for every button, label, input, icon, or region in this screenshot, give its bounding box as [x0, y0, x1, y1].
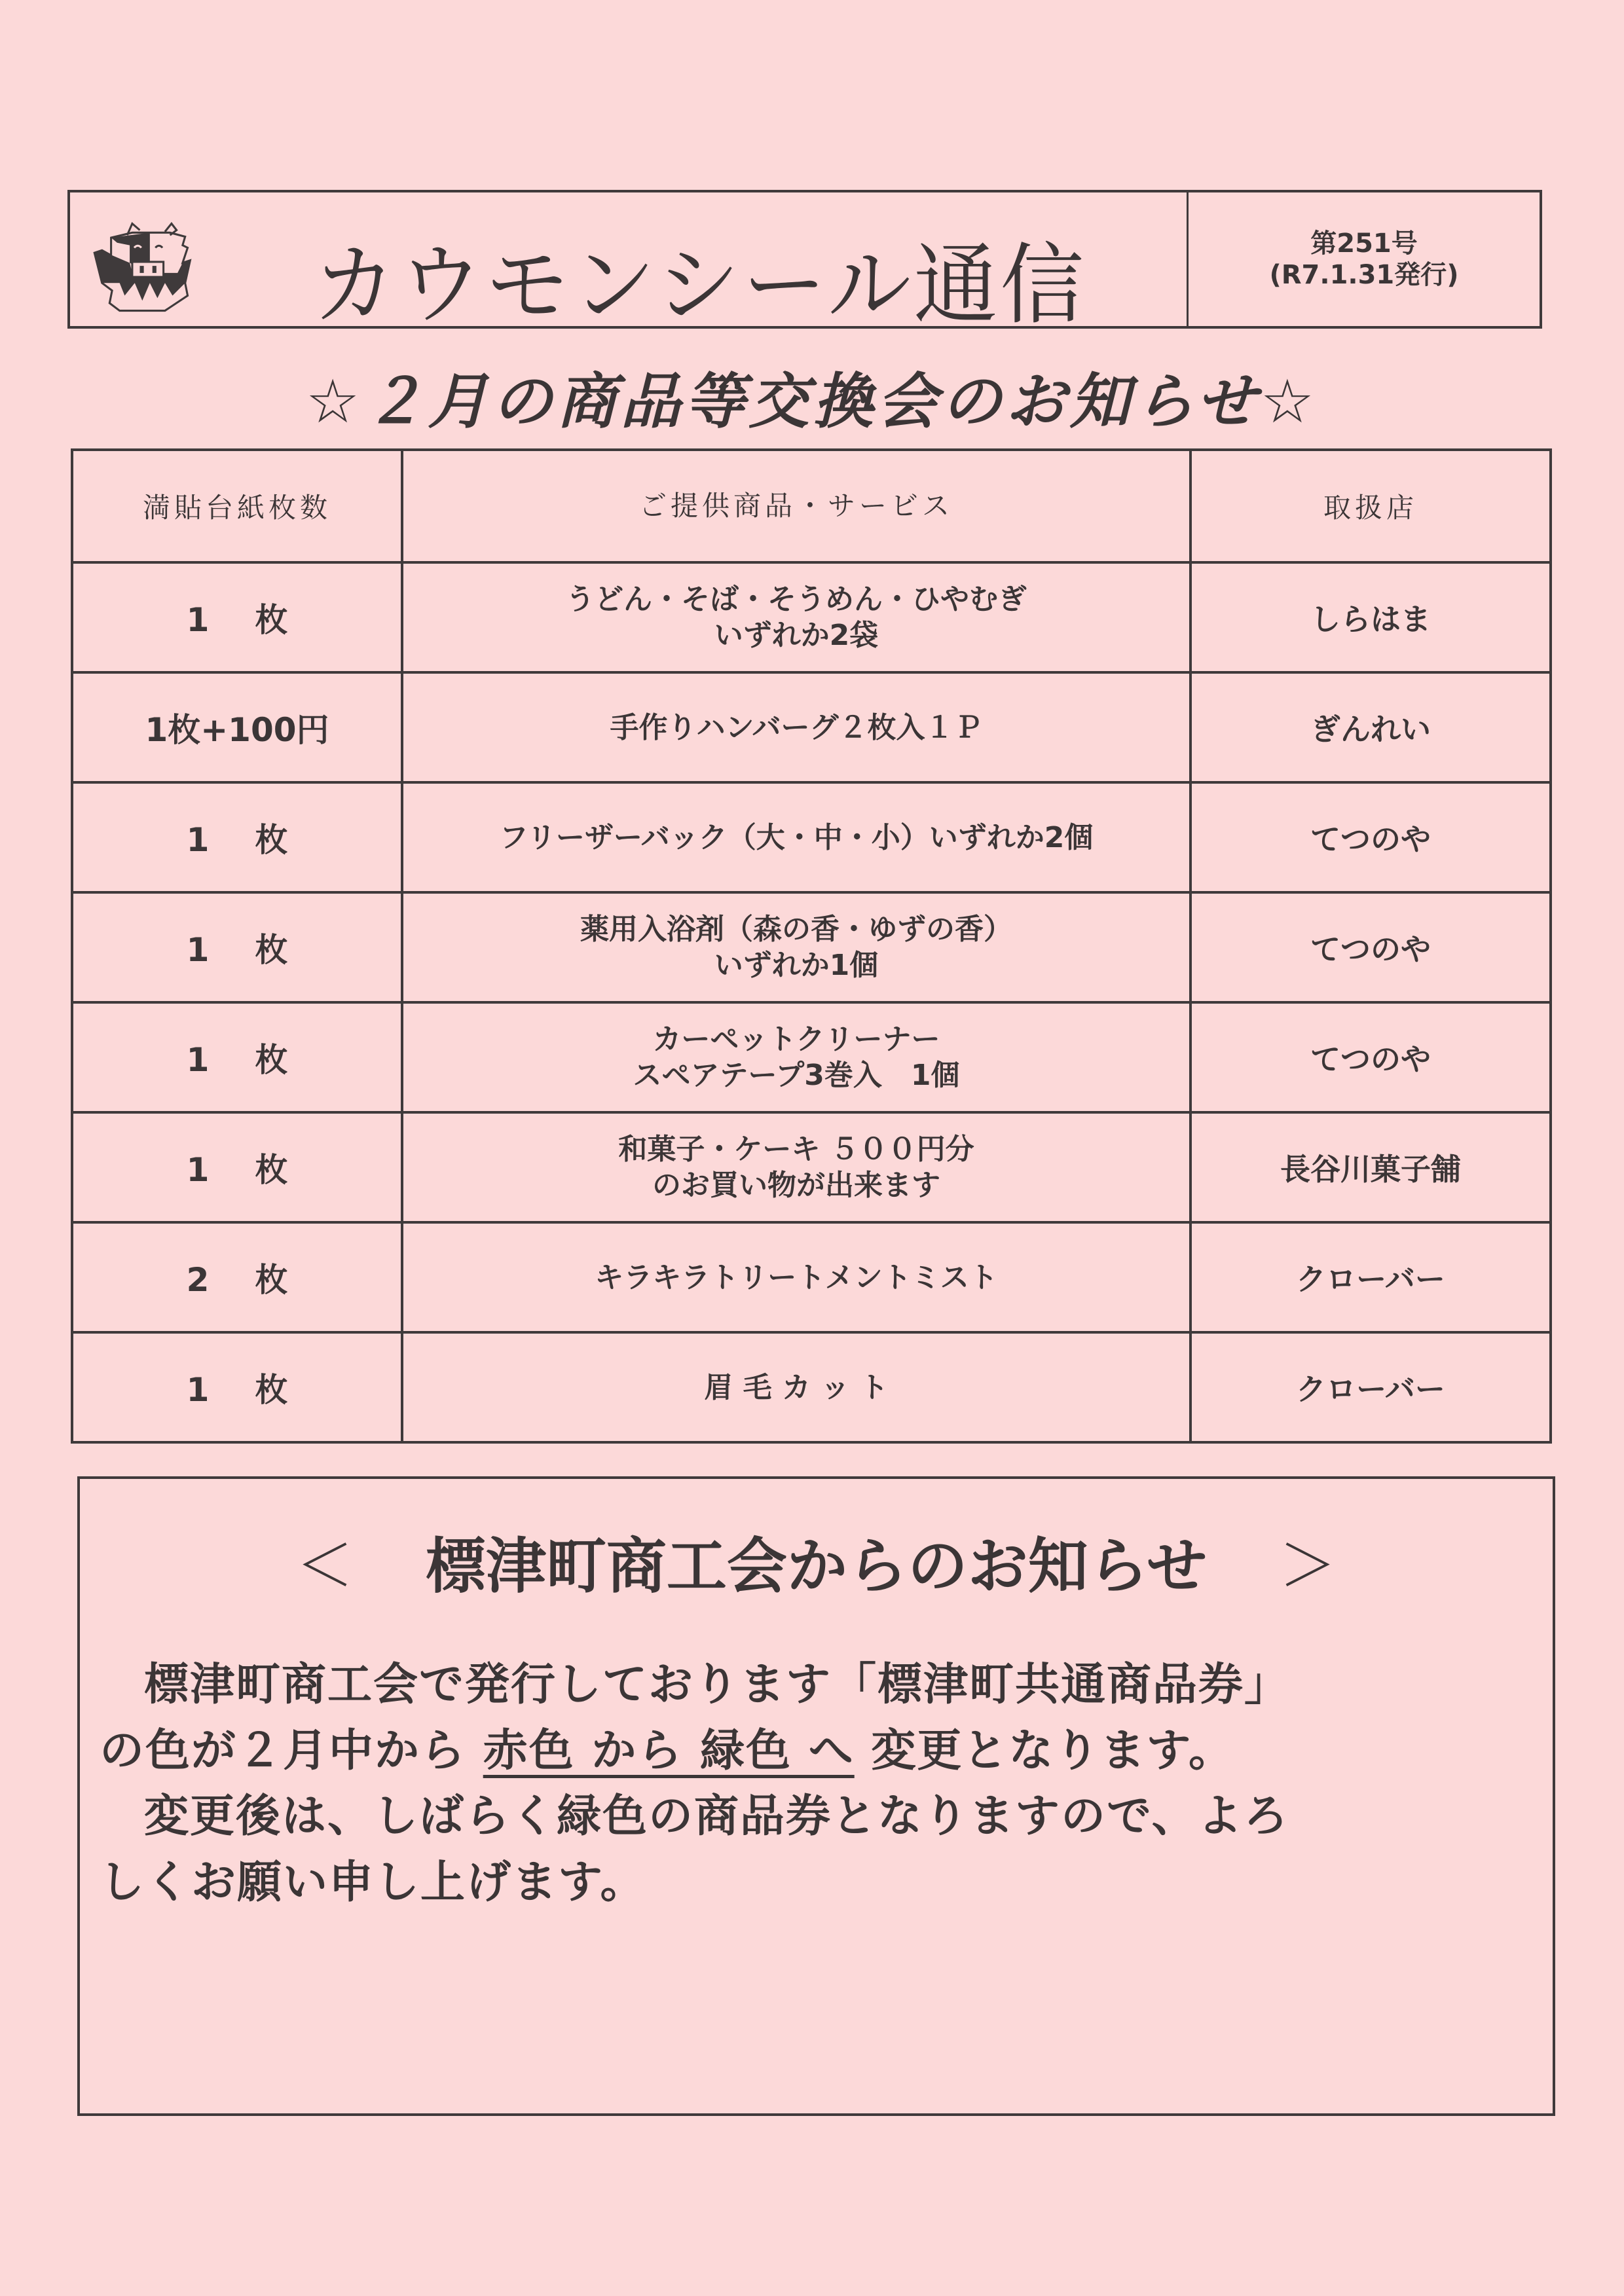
newsletter-header [67, 190, 1542, 337]
column-header-shop: 取扱店 [1190, 450, 1551, 562]
shop-cell: てつのや [1190, 1002, 1551, 1112]
notice-line: しくお願い申し上げます。 [100, 1856, 646, 1908]
sheets-cell: 1枚+100円 [72, 672, 402, 782]
color-change-emphasis: 赤色 から 緑色 へ [483, 1724, 855, 1777]
item-cell: キラキラトリートメントミスト [402, 1222, 1190, 1332]
issue-date: (R7.1.31発行) [1269, 260, 1459, 290]
shop-cell: てつのや [1190, 782, 1551, 892]
shop-cell: 長谷川菓子舗 [1190, 1112, 1551, 1222]
column-header-items: ご提供商品・サービス [402, 450, 1190, 562]
table-header-row [72, 450, 1551, 562]
table-row [72, 1332, 1551, 1442]
sheets-cell: 1 枚 [72, 1112, 402, 1222]
issue-number: 第251号 [1310, 228, 1418, 259]
issue-info [1189, 192, 1540, 326]
sheets-cell: 2 枚 [72, 1222, 402, 1332]
exchange-section-title: ☆２月の商品等交換会のお知らせ☆ [305, 367, 1319, 437]
shop-cell: ぎんれい [1190, 672, 1551, 782]
table-row [72, 1112, 1551, 1222]
shop-cell: しらはま [1190, 562, 1551, 672]
table-row [72, 1002, 1551, 1112]
notice-line: 変更後は、しばらく緑色の商品券となりますので、よろ [144, 1791, 1289, 1843]
item-cell: うどん・そば・そうめん・ひやむぎ いずれか2袋 [402, 562, 1190, 672]
item-cell: 薬用入浴剤（森の香・ゆずの香） いずれか1個 [402, 892, 1190, 1002]
item-cell: 眉 毛 カ ッ ト [402, 1332, 1190, 1442]
chamber-notice-box [77, 1476, 1555, 2116]
shop-cell: てつのや [1190, 892, 1551, 1002]
table-row [72, 1222, 1551, 1332]
item-cell: フリーザーバック（大・中・小）いずれか2個 [402, 782, 1190, 892]
table-row [72, 892, 1551, 1002]
sheets-cell: 1 枚 [72, 782, 402, 892]
cow-logo-icon [82, 206, 213, 320]
notice-line: の色が２月中から 赤色 から 緑色 へ 変更となります。 [100, 1724, 1234, 1777]
notice-heading-text: 標津町商工会からのお知らせ [425, 1531, 1208, 1601]
notice-line: 標津町商工会で発行しております「標津町共通商品券」 [144, 1659, 1291, 1711]
right-bracket: ＞ [1279, 1532, 1337, 1599]
item-cell: 手作りハンバーグ２枚入１Ｐ [402, 672, 1190, 782]
left-bracket: ＜ [295, 1532, 354, 1599]
notice-body [100, 1652, 1534, 1916]
sheets-cell: 1 枚 [72, 562, 402, 672]
table-row [72, 782, 1551, 892]
item-cell: カーペットクリーナー スペアテープ3巻入 1個 [402, 1002, 1190, 1112]
table-row [72, 672, 1551, 782]
item-cell: 和菓子・ケーキ ５００円分 のお買い物が出来ます [402, 1112, 1190, 1222]
sheets-cell: 1 枚 [72, 892, 402, 1002]
newsletter-title: カウモンシール通信 [312, 234, 1087, 337]
table-row [72, 562, 1551, 672]
shop-cell: クローバー [1190, 1332, 1551, 1442]
notice-heading [80, 1518, 1553, 1605]
shop-cell: クローバー [1190, 1222, 1551, 1332]
exchange-table [71, 448, 1552, 1444]
sheets-cell: 1 枚 [72, 1332, 402, 1442]
header-title-area [70, 192, 1189, 337]
column-header-sheets: 満貼台紙枚数 [72, 450, 402, 562]
sheets-cell: 1 枚 [72, 1002, 402, 1112]
